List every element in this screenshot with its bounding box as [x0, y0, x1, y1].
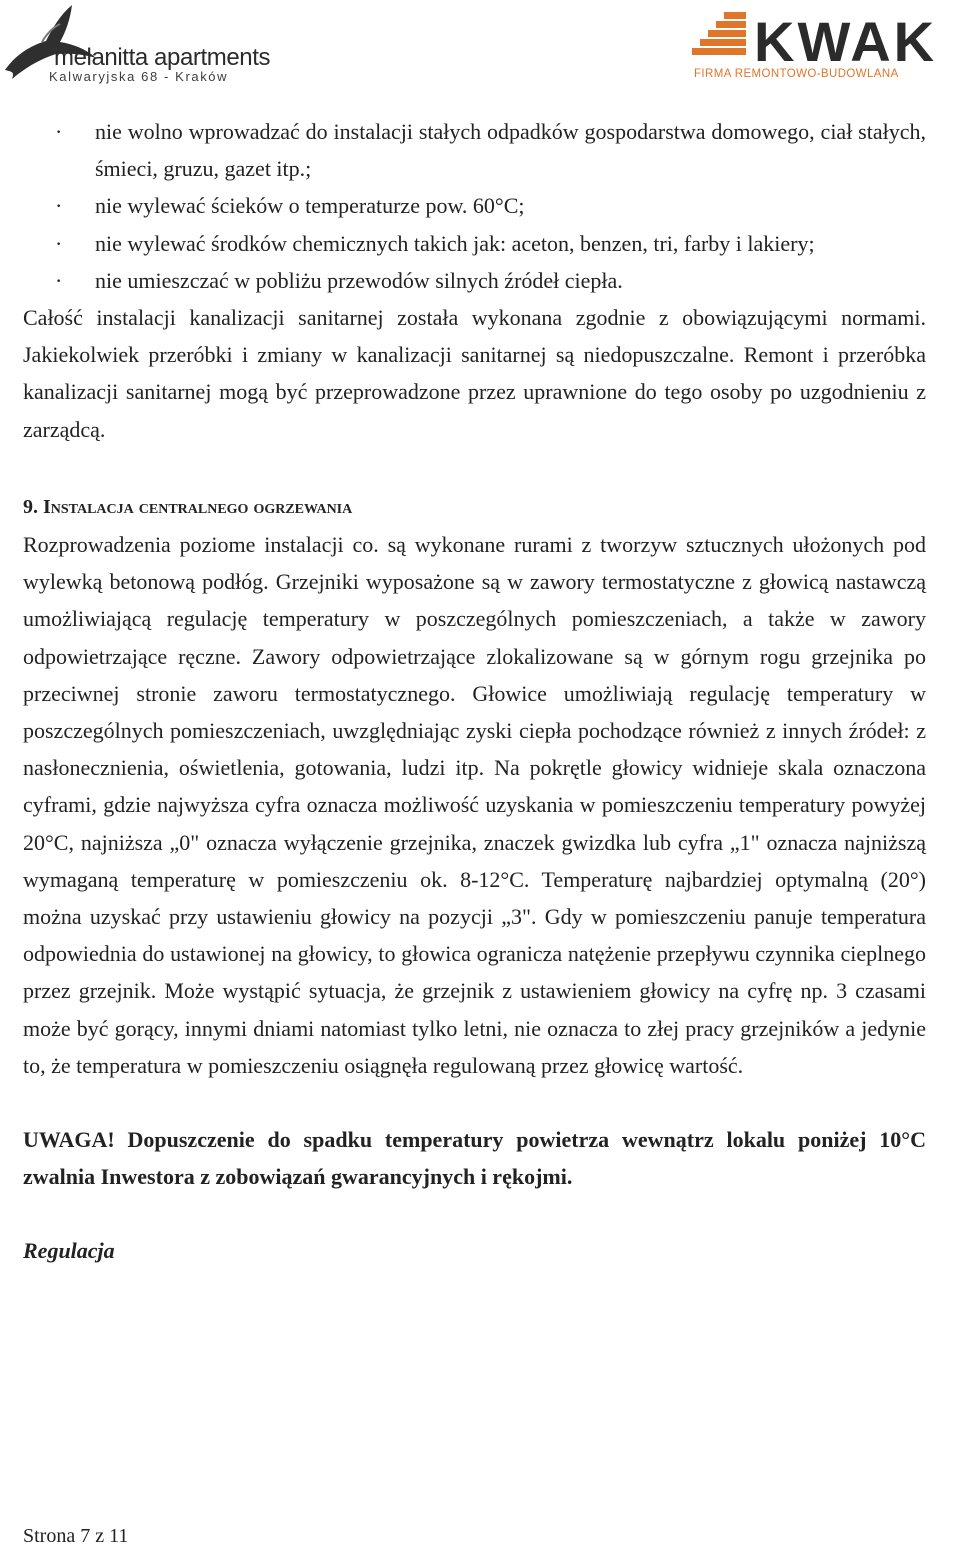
heating-paragraph: Rozprowadzenia poziome instalacji co. są wykonane rurami z tworzyw sztucznych ułożonych pod wylewką betonową podłóg. Grzejniki wyposażone są w zawory termostatyczne z głowicą nastawczą umożliwiającą regulację temperatury w poszczególnych pomieszczeniach, a także w zawory odpowietrzające ręczne. Zawory odpowietrzające zlokalizowane są w górnym rogu grzejnika po przeciwnej stronie zaworu termostatycznego. Głowice umożliwiają regulację temperatury w poszczególnych pomieszczeniach, uwzględniając zyski ciepła pochodzące również z innych źródeł: z nasłonecznienia, oświetlenia, gotowania, ludzi itp. Na pokrętle głowicy widnieje skala oznaczona cyframi, gdzie najwyższa cyfra oznacza możliwość uzyskania w pomieszczeniu temperatury powyżej 20°C, najniższa „0" oznacza wyłączenie grzejnika, znaczek gwizdka lub cyfra „1" oznacza najniższą wymaganą temperaturę w pomieszczeniu ok. 8-12°C. Temperaturę najbardziej optymalną (20°) można uzyskać przy ustawieniu głowicy na pozycji „3". Gdy w pomieszczeniu panuje temperatura odpowiednia do ustawionej na głowicy, to głowica ogranicza natężenie przepływu czynnika cieplnego przez grzejnik. Może wystąpić sytuacja, że grzejnik z ustawieniem głowicy na cyfrę np. 3 czasami może być gorący, innymi dniami natomiast tylko letni, nie oznacza to złej pracy grzejników a jedynie to, że temperatura w pomieszczeniu osiągnęła regulowaną przez głowicę wartość. — [23, 532, 926, 1078]
melanitta-logo — [2, 0, 277, 90]
list-item: · nie wolno wprowadzać do instalacji stałych odpadków gospodarstwa domowego, ciał stałych, śmieci, gruzu, gazet itp.; — [23, 113, 926, 187]
section-heading — [23, 489, 926, 526]
list-item: · nie wylewać środków chemicznych takich jak: aceton, benzen, tri, farby i lakiery; — [23, 225, 926, 262]
kwak-logo — [690, 8, 952, 88]
kwak-tagline: FIRMA REMONTOWO-BUDOWLANA — [694, 68, 899, 80]
list-item: · nie wylewać ścieków o temperaturze pow. 60°C; — [23, 187, 926, 224]
section-number: 9. — [23, 495, 38, 518]
stacked-bars-icon — [690, 8, 754, 66]
sewage-rules-list — [23, 113, 926, 299]
page-number: Strona 7 z 11 — [23, 1525, 129, 1547]
regulation-subheading: Regulacja — [23, 1238, 115, 1264]
list-item: · nie umieszczać w pobliżu przewodów silnych źródeł ciepła. — [23, 262, 926, 299]
page-header — [0, 0, 960, 92]
sewage-paragraph: Całość instalacji kanalizacji sanitarnej została wykonana zgodnie z obowiązującymi normami. Jakiekolwiek przeróbki i zmiany w kanalizacji sanitarnej są niedopuszczalne. Remont i przeróbka kanalizacji sanitarnej mogą być przeprowadzone przez uprawnione do tego osoby po uzgodnieniu z zarządcą. — [23, 305, 926, 442]
company-address: Kalwaryjska 68 - Kraków — [49, 69, 229, 84]
warning-notice: UWAGA! Dopuszczenie do spadku temperatury powietrza wewnątrz lokalu poniżej 10°C zwalnia Inwestora z zobowiązań gwarancyjnych i rękojmi. — [23, 1127, 926, 1190]
section-title: Instalacja centralnego ogrzewania — [43, 495, 353, 518]
company-name: melanitta apartments — [54, 44, 271, 71]
kwak-brand-name: KWAK — [754, 10, 938, 73]
document-body — [23, 113, 926, 1270]
